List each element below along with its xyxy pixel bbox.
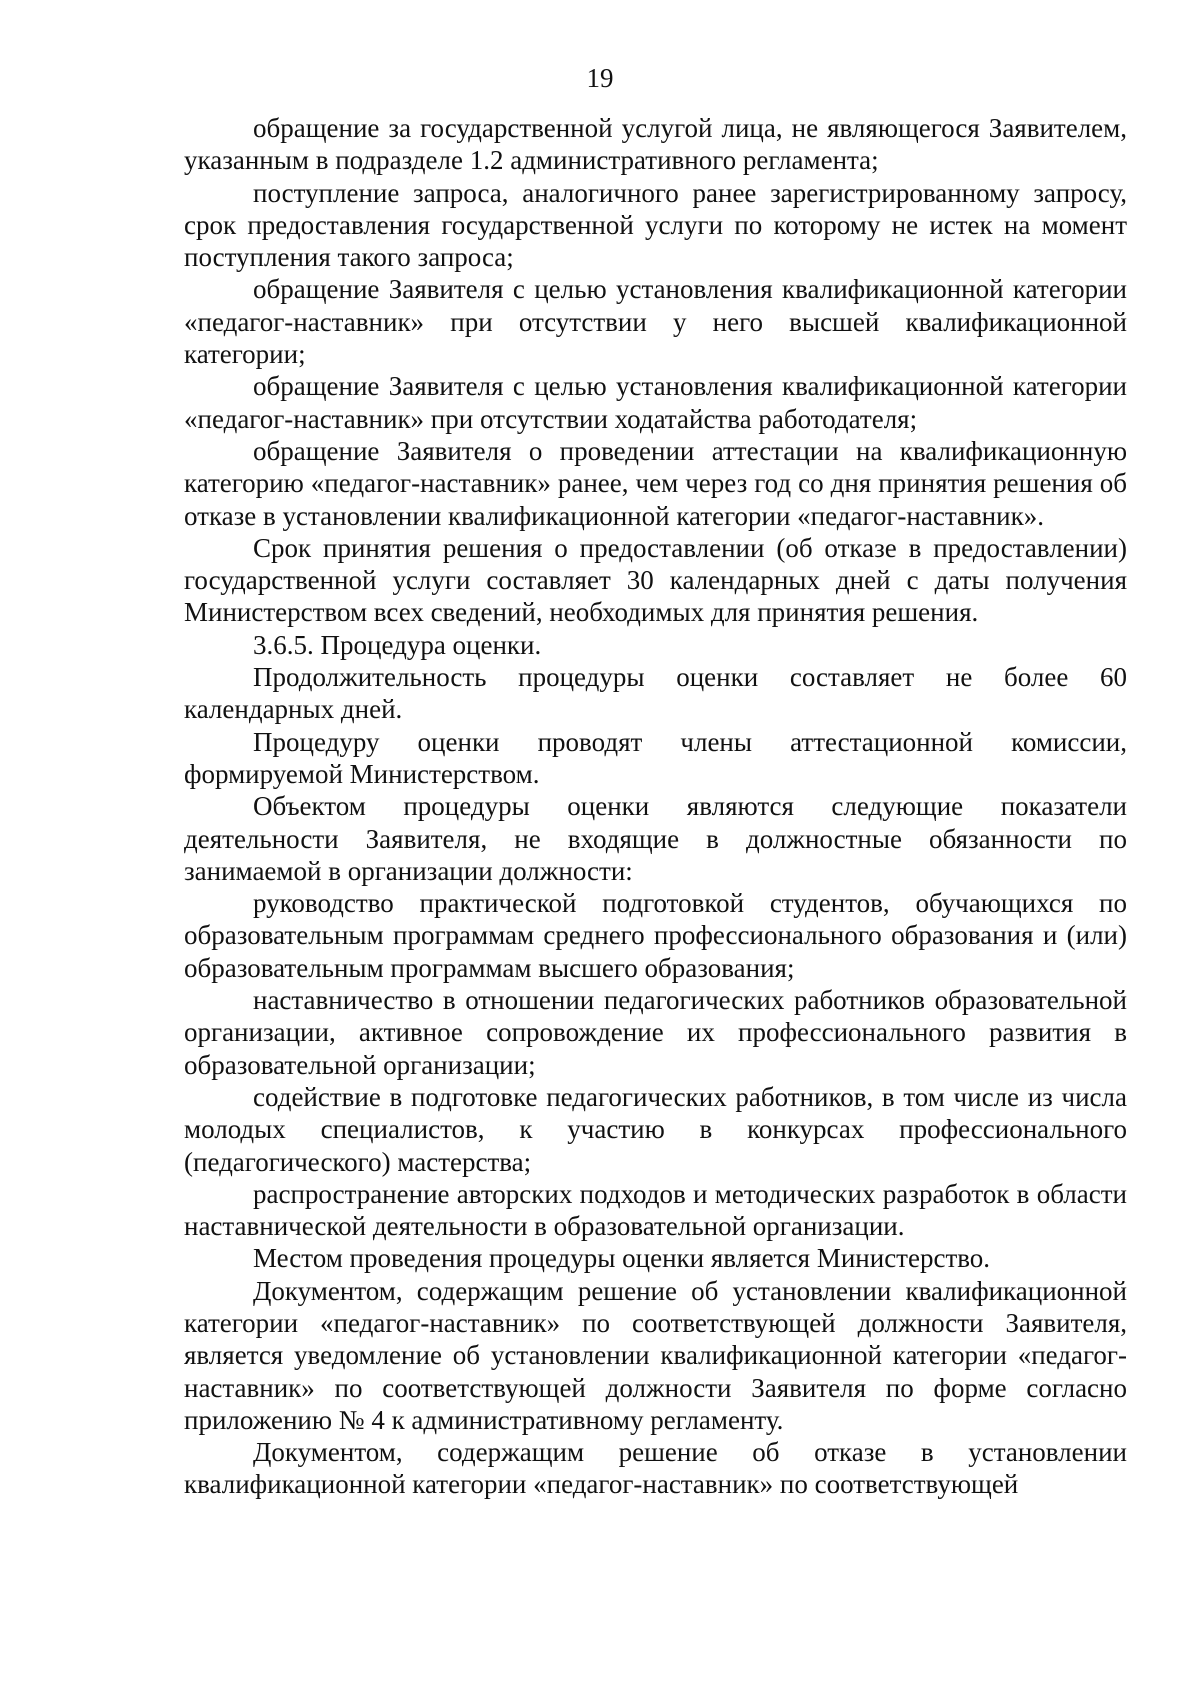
paragraph: Продолжительность процедуры оценки составляет не более 60 календарных дней.	[184, 662, 1127, 725]
paragraph: распространение авторских подходов и методических разработок в области наставнической деятельности в образовательной организации.	[184, 1178, 1127, 1242]
section-heading: 3.6.5. Процедура оценки.	[253, 629, 542, 660]
paragraph: Объектом процедуры оценки являются следующие показатели деятельности Заявителя, не входящие в должностные обязанности по занимаемой в организации должности:	[184, 791, 1127, 886]
paragraph: обращение за государственной услугой лица, не являющегося Заявителем, указанным в подразделе 1.2 административного регламента;	[184, 113, 1127, 176]
paragraph: поступление запроса, аналогичного ранее зарегистрированному запросу, срок предоставления государственной услуги по которому не истек на момент поступления такого запроса;	[184, 177, 1127, 273]
paragraph: Документом, содержащим решение об установлении квалификационной категории «педагог-наставник» по соответствующей должности Заявителя, является уведомление об установлении квалификационной категории «педагог-наставник» по соответствующей должности Заявителя по форме согласно приложению № 4 к административному регламенту.	[184, 1275, 1127, 1435]
paragraph: руководство практической подготовкой студентов, обучающихся по образовательным программам среднего профессионального образования и (или) образовательным программам высшего образования;	[184, 888, 1127, 983]
paragraph: содействие в подготовке педагогических работников, в том числе из числа молодых специалистов, к участию в конкурсах профессионального (педагогического) мастерства;	[184, 1081, 1127, 1177]
page-number: 19	[586, 63, 614, 93]
paragraph: Процедуру оценки проводят члены аттестационной комиссии, формируемой Министерством.	[184, 726, 1127, 789]
paragraph: обращение Заявителя о проведении аттестации на квалификационную категорию «педагог-наставник» ранее, чем через год со дня принятия решения об отказе в установлении квалификационной категории «педагог-наставник».	[184, 435, 1127, 531]
paragraph: Документом, содержащим решение об отказе в установлении квалификационной категории «педагог-наставник» по соответствующей	[184, 1437, 1127, 1500]
paragraph: Срок принятия решения о предоставлении (об отказе в предоставлении) государственной услуги составляет 30 календарных дней с даты получения Министерством всех сведений, необходимых для принятия решения.	[184, 532, 1127, 628]
paragraph: наставничество в отношении педагогических работников образовательной организации, активное сопровождение их профессионального развития в образовательной организации;	[184, 985, 1127, 1080]
paragraph: обращение Заявителя с целью установления квалификационной категории «педагог-наставник» при отсутствии ходатайства работодателя;	[184, 371, 1127, 434]
paragraph: обращение Заявителя с целью установления квалификационной категории «педагог-наставник» при отсутствии у него высшей квалификационной категории;	[184, 274, 1127, 370]
paragraph: Местом проведения процедуры оценки является Министерство.	[253, 1243, 991, 1274]
document-body	[184, 112, 1127, 1501]
